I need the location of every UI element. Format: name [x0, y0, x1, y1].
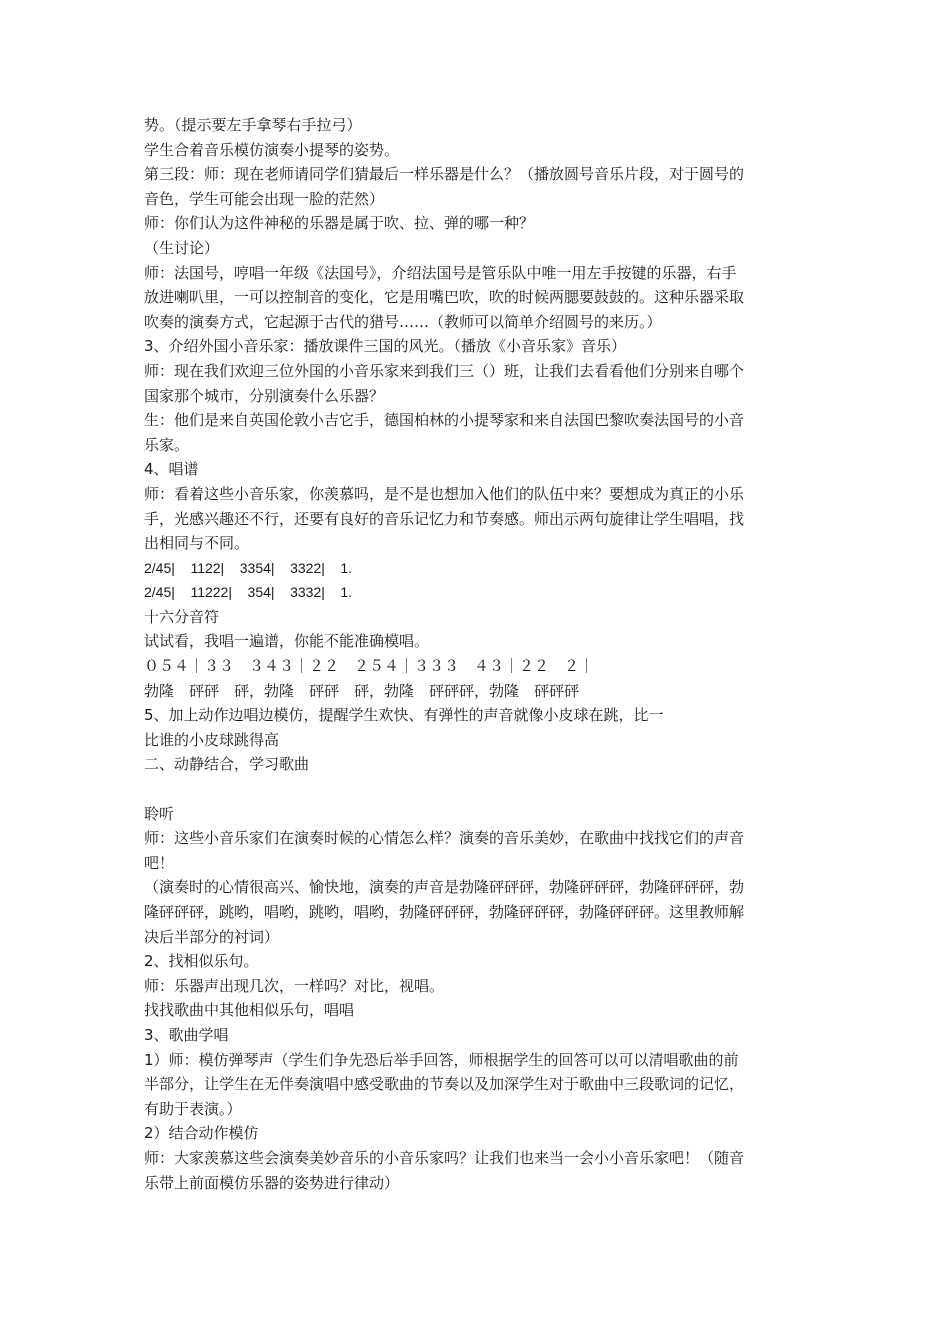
text-line: （生讨论）: [144, 238, 220, 257]
section-heading: 2、找相似乐句。: [144, 952, 259, 971]
lyrics-line: 勃隆 砰砰 砰，勃隆 砰砰 砰，勃隆 砰砰砰，勃隆 砰砰砰: [144, 681, 580, 700]
text-line: 乐家。: [144, 435, 190, 454]
text-line: 决后半部分的衬词）: [144, 927, 280, 946]
section-heading: 5、加上动作边唱边模仿，提醒学生欢快、有弹性的声音就像小皮球在跳，比一: [144, 706, 664, 725]
text-line: 找找歌曲中其他相似乐句，唱唱: [144, 1001, 355, 1020]
text-line: 吧！: [144, 853, 175, 872]
text-line: 势。（提示要左手拿琴右手拉弓）: [144, 116, 362, 134]
text-line: 师：看着这些小音乐家，你羡慕吗，是不是也想加入他们的队伍中来？要想成为真正的小乐: [144, 484, 745, 503]
text-line: 师：现在我们欢迎三位外国的小音乐家来到我们三（）班，让我们去看看他们分别来自哪个: [144, 361, 745, 380]
text-line: 手，光感兴趣还不行，还要有良好的音乐记忆力和节奏感。师出示两句旋律让学生唱唱，找: [144, 509, 745, 528]
text-line: 试试看，我唱一遍谱，你能不能准确模唱。: [144, 632, 430, 651]
text-line: 音色，学生可能会出现一脸的茫然）: [144, 189, 385, 208]
text-line: 师：这些小音乐家们在演奏时候的心情怎么样？演奏的音乐美妙，在歌曲中找找它们的声音: [144, 829, 745, 848]
text-line: 出相同与不同。: [144, 534, 250, 553]
text-line: 半部分，让学生在无伴奏演唱中感受歌曲的节奏以及加深学生对于歌曲中三段歌词的记忆，: [144, 1075, 745, 1094]
text-line: 放进喇叭里，一可以控制音的变化，它是用嘴巴吹，吹的时候两腮要鼓鼓的。这种乐器采取: [144, 288, 745, 307]
text-line: 1）师：模仿弹琴声（学生们争先恐后举手回答，师根据学生的回答可以可以清唱歌曲的前: [144, 1050, 739, 1069]
text-line: 乐带上前面模仿乐器的姿势进行律动）: [144, 1173, 400, 1192]
text-line: 师：大家羡慕这些会演奏美妙音乐的小音乐家吗？让我们也来当一会小小音乐家吧！（随音: [144, 1148, 745, 1167]
text-line: 师：法国号，哼唱一年级《法国号》，介绍法国号是管乐队中唯一用左手按键的乐器，右手: [144, 263, 737, 282]
text-line: 生：他们是来自英国伦敦小吉它手，德国柏林的小提琴家和来自法国巴黎吹奏法国号的小音: [144, 411, 745, 430]
text-line: 学生合着音乐模仿演奏小提琴的姿势。: [144, 140, 400, 159]
text-line: 吹奏的演奏方式，它起源于古代的猎号……（教师可以简单介绍圆号的来历。）: [144, 312, 662, 331]
notation-line: 2/45| 1122| 3354| 3322| 1.: [144, 559, 353, 576]
text-line: 比谁的小皮球跳得高: [144, 730, 280, 749]
section-heading: 3、介绍外国小音乐家：播放课件三国的风光。（播放《小音乐家》音乐）: [144, 337, 627, 356]
blank-line: [144, 777, 818, 802]
text-line: （演奏时的心情很高兴、愉快地，演奏的声音是勃隆砰砰砰，勃隆砰砰砰，勃隆砰砰砰，勃: [144, 878, 745, 897]
text-line: 十六分音符: [144, 607, 220, 626]
section-heading: 3、歌曲学唱: [144, 1025, 229, 1044]
text-line: 有助于表演。）: [144, 1099, 242, 1118]
section-heading: 2）结合动作模仿: [144, 1124, 259, 1143]
text-line: 师：乐器声出现几次，一样吗？对比，视唱。: [144, 976, 445, 995]
section-heading: 4、唱谱: [144, 460, 199, 479]
section-heading: 二、动静结合，学习歌曲: [144, 755, 310, 774]
section-heading: 聆听: [144, 804, 175, 823]
notation-line: 2/45| 11222| 354| 3332| 1.: [144, 584, 353, 601]
text-line: 第三段：师：现在老师请同学们猜最后一样乐器是什么？（播放圆号音乐片段，对于圆号的: [144, 165, 745, 184]
text-line: 师：你们认为这件神秘的乐器是属于吹、拉、弹的哪一种？: [144, 214, 535, 233]
text-line: 隆砰砰砰，跳哟，唱哟，跳哟，唱哟，勃隆砰砰砰，勃隆砰砰砰，勃隆砰砰砰。这里教师解: [144, 903, 745, 921]
notation-line: ０５４｜３３ ３４３｜２２ ２５４｜３３３ ４３｜２２ ２｜: [144, 657, 595, 676]
text-line: 国家那个城市，分别演奏什么乐器？: [144, 386, 385, 405]
